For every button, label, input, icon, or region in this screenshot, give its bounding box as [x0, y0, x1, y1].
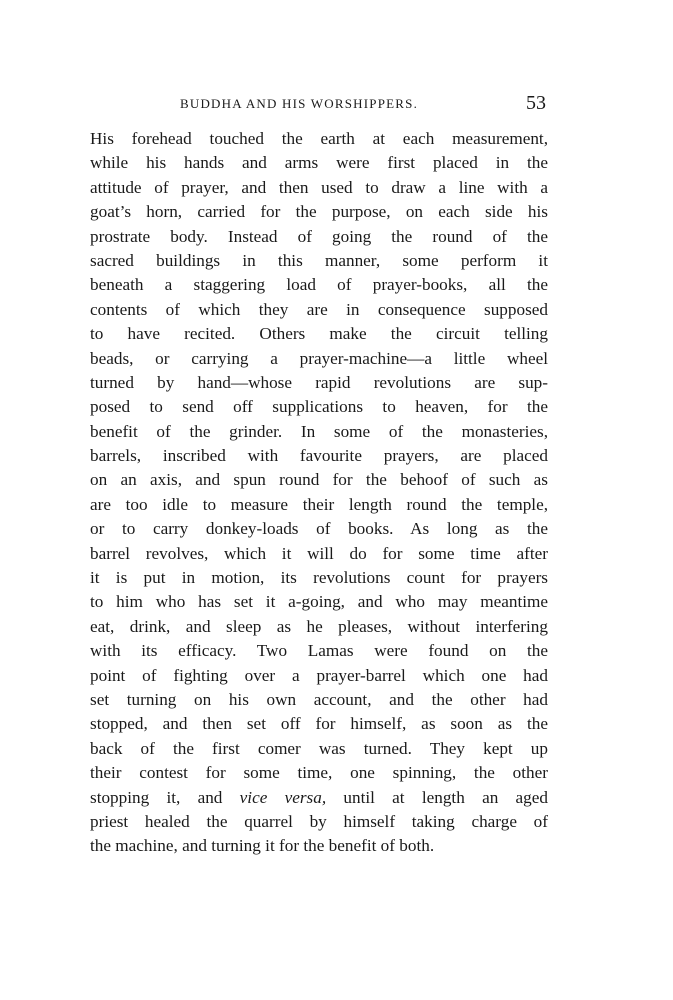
text-segment: posed to send off supplications to heaven, for the — [90, 397, 548, 417]
text-line — [90, 493, 548, 517]
body-paragraph — [90, 127, 548, 859]
text-line — [90, 322, 548, 346]
text-segment: barrels, inscribed with favourite prayers, are placed — [90, 446, 548, 466]
text-line — [90, 761, 548, 785]
text-segment: stopping it, and — [90, 787, 240, 807]
text-segment: turned by hand—whose rapid revolutions are sup- — [90, 372, 548, 392]
text-segment: to him who has set it a-going, and who may meantime — [90, 592, 548, 612]
text-segment: the machine, and turning it for the benefit of both. — [90, 836, 435, 856]
text-segment: on an axis, and spun round for the behoof of such as — [90, 470, 548, 490]
text-line — [90, 225, 548, 249]
text-segment: priest healed the quarrel by himself taking charge of — [90, 811, 548, 831]
text-line — [90, 444, 548, 468]
text-line — [90, 176, 548, 200]
text-line — [90, 542, 548, 566]
text-line — [90, 688, 548, 712]
text-line — [90, 420, 548, 444]
text-segment: with its efficacy. Two Lamas were found on the — [90, 641, 548, 661]
text-line — [90, 566, 548, 590]
text-segment: contents of which they are in consequence supposed — [90, 299, 548, 319]
text-line — [90, 298, 548, 322]
text-line — [90, 249, 548, 273]
text-segment: to have recited. Others make the circuit telling — [90, 324, 548, 344]
text-segment: eat, drink, and sleep as he pleases, without interfering — [90, 616, 548, 636]
text-segment: are too idle to measure their length round the temple, — [90, 494, 548, 514]
text-line — [90, 590, 548, 614]
italic-phrase: vice versa, — [239, 787, 327, 807]
text-segment: benefit of the grinder. In some of the monasteries, — [90, 421, 548, 441]
text-line — [90, 517, 548, 541]
running-head — [90, 92, 546, 116]
text-segment: attitude of prayer, and then used to draw a line with a — [90, 177, 548, 197]
text-line — [90, 810, 548, 834]
text-segment: their contest for some time, one spinning, the other — [90, 763, 548, 783]
text-line — [90, 127, 548, 151]
page-number: 53 — [526, 92, 546, 114]
text-line — [90, 664, 548, 688]
text-line — [90, 786, 548, 810]
text-segment: prostrate body. Instead of going the round of the — [90, 226, 548, 246]
text-segment: set turning on his own account, and the other had — [90, 689, 548, 709]
text-segment: point of fighting over a prayer-barrel which one had — [90, 665, 548, 685]
text-line — [90, 371, 548, 395]
text-line — [90, 395, 548, 419]
text-line — [90, 834, 548, 858]
text-segment: beneath a staggering load of prayer-books, all the — [90, 275, 548, 295]
text-segment: beads, or carrying a prayer-machine—a little wheel — [90, 348, 548, 368]
text-segment: sacred buildings in this manner, some perform it — [90, 250, 548, 270]
text-line — [90, 712, 548, 736]
text-segment: barrel revolves, which it will do for some time after — [90, 543, 548, 563]
text-segment: it is put in motion, its revolutions count for prayers — [90, 568, 548, 588]
text-line — [90, 737, 548, 761]
text-line — [90, 200, 548, 224]
text-segment: goat’s horn, carried for the purpose, on each side his — [90, 202, 548, 222]
text-segment: while his hands and arms were first placed in the — [90, 153, 548, 173]
text-segment: until at length an aged — [326, 787, 548, 807]
text-segment: His forehead touched the earth at each measurement, — [90, 129, 548, 148]
text-line — [90, 347, 548, 371]
text-segment: stopped, and then set off for himself, as soon as the — [90, 714, 548, 734]
text-line — [90, 273, 548, 297]
text-line — [90, 468, 548, 492]
text-segment: back of the first comer was turned. They kept up — [90, 738, 548, 758]
text-line — [90, 151, 548, 175]
text-line — [90, 615, 548, 639]
running-title: BUDDHA AND HIS WORSHIPPERS. — [180, 96, 419, 111]
text-line — [90, 639, 548, 663]
text-segment: or to carry donkey-loads of books. As long as the — [90, 519, 548, 539]
